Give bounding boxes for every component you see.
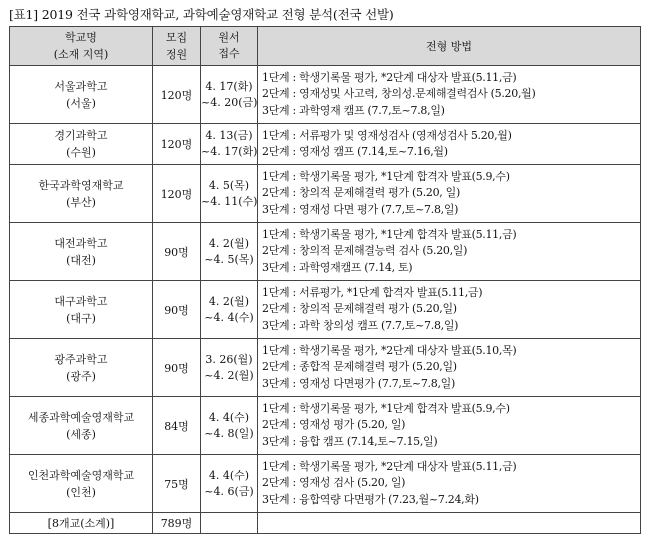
period-cell: [201, 124, 258, 165]
quota-cell: 120명: [153, 165, 201, 223]
header-school-line2: (소재 지역): [53, 48, 109, 61]
admission-table: [9, 26, 641, 534]
school-region: (세종): [66, 427, 96, 441]
quota-cell: 120명: [153, 124, 201, 165]
period-start: 4. 2(월): [208, 236, 250, 250]
school-cell: [10, 339, 153, 397]
period-end: ~4. 17(화): [201, 145, 258, 158]
header-school: [10, 27, 153, 66]
table-caption: [표1] 2019 전국 과학영재학교, 과학예술영재학교 전형 분석(전국 선발): [9, 7, 394, 22]
header-school-line1: 학교명: [65, 31, 97, 44]
method-cell: [258, 281, 641, 339]
header-quota-line1: 모집: [165, 31, 188, 44]
table-row: [10, 66, 641, 124]
school-name: 광주과학고: [54, 352, 108, 366]
period-end: ~4. 11(수): [201, 194, 258, 208]
step-3: 3단계 : 영재성 다면 평가 (7.7,토~7.8,일): [262, 202, 459, 216]
step-1: 1단계 : 학생기록물 평가, *1단계 합격자 발표(5.9,수): [262, 169, 510, 183]
period-cell: [201, 455, 258, 513]
quota-cell: 75명: [153, 455, 201, 513]
step-2: 2단계 : 창의적 문제해결력 평가 (5.20, 일): [262, 186, 460, 200]
step-2: 2단계 : 영재성및 사고력, 창의성.문제해결력검사 (5.20,월): [262, 87, 536, 101]
period-cell: [201, 66, 258, 124]
table-row: [10, 339, 641, 397]
table-row: [10, 223, 641, 281]
step-2: 2단계 : 영재성 검사 (5.20, 일): [262, 476, 406, 490]
header-quota-line2: 정원: [165, 48, 188, 61]
school-cell: [10, 397, 153, 455]
method-cell: [258, 66, 641, 124]
step-2: 2단계 : 종합적 문제해결력 평가 (5.20,일): [262, 360, 457, 374]
school-name: 세종과학예술영재학교: [27, 410, 135, 424]
method-cell: [258, 397, 641, 455]
period-end: ~4. 4(수): [204, 310, 254, 324]
table-row: [10, 455, 641, 513]
period-cell: [201, 339, 258, 397]
school-cell: [10, 455, 153, 513]
total-label: [8개교(소계)]: [10, 513, 153, 534]
period-cell: [201, 165, 258, 223]
school-region: (부산): [66, 195, 96, 209]
period-end: ~4. 20(금): [201, 95, 258, 109]
quota-cell: 90명: [153, 339, 201, 397]
total-row: [10, 513, 641, 534]
step-1: 1단계 : 학생기록물 평가, *2단계 대상자 발표(5.11,금): [262, 70, 517, 84]
period-end: ~4. 2(월): [204, 368, 254, 382]
school-name: 서울과학고: [54, 79, 108, 93]
school-name: 한국과학영재학교: [38, 178, 124, 192]
total-method-empty: [258, 513, 641, 534]
quota-cell: 90명: [153, 223, 201, 281]
table-row: [10, 165, 641, 223]
step-1: 1단계 : 학생기록물 평가, *2단계 대상자 발표(5.11,금): [262, 459, 517, 473]
header-method: 전형 방법: [258, 27, 641, 66]
table-row: [10, 281, 641, 339]
header-period: [201, 27, 258, 66]
header-period-line2: 접수: [218, 47, 240, 60]
quota-cell: 84명: [153, 397, 201, 455]
step-1: 1단계 : 서류평가, *1단계 합격자 발표(5.11,금): [262, 285, 483, 299]
header-period-line1: 원서: [218, 31, 240, 44]
period-start: 4. 4(수): [208, 410, 250, 424]
step-3: 3단계 : 과학 창의성 캠프 (7.7,토~7.8,일): [262, 318, 459, 332]
school-cell: [10, 165, 153, 223]
period-start: 4. 2(월): [208, 294, 250, 308]
school-region: (광주): [66, 369, 96, 383]
school-name: 대구과학고: [54, 294, 108, 308]
school-cell: [10, 124, 153, 165]
period-start: 3. 26(월): [205, 352, 253, 366]
step-3: 3단계 : 과학영재캠프 (7.14, 토): [262, 260, 413, 274]
quota-cell: 120명: [153, 66, 201, 124]
total-period-empty: [201, 513, 258, 534]
period-start: 4. 13(금): [205, 129, 253, 142]
school-region: (수원): [66, 146, 96, 159]
table-header-row: [10, 27, 641, 66]
school-name: 경기과학고: [54, 129, 108, 142]
school-name: 인천과학예술영재학교: [27, 468, 135, 482]
method-cell: [258, 124, 641, 165]
method-cell: [258, 165, 641, 223]
step-3: 3단계 : 영재성 다면평가 (7.7,토~7.8,일): [262, 376, 455, 390]
header-quota: [153, 27, 201, 66]
step-2: 2단계 : 영재성 평가 (5.20, 일): [262, 418, 406, 432]
step-1: 1단계 : 학생기록물 평가, *1단계 합격자 발표(5.11,금): [262, 227, 517, 241]
school-cell: [10, 281, 153, 339]
period-cell: [201, 397, 258, 455]
period-end: ~4. 6(금): [204, 484, 254, 498]
period-start: 4. 4(수): [208, 468, 250, 482]
period-start: 4. 5(목): [208, 178, 250, 192]
method-cell: [258, 339, 641, 397]
step-1: 1단계 : 서류평가 및 영재성검사 (영재성검사 5.20,월): [262, 128, 512, 142]
period-cell: [201, 223, 258, 281]
school-cell: [10, 66, 153, 124]
table-row: [10, 124, 641, 165]
step-2: 2단계 : 창의적 문제해결능력 검사 (5.20,일): [262, 244, 468, 258]
step-1: 1단계 : 학생기록물 평가, *2단계 대상자 발표(5.10,목): [262, 343, 517, 357]
method-cell: [258, 223, 641, 281]
method-cell: [258, 455, 641, 513]
step-3: 3단계 : 융합역량 다면평가 (7.23,월~7.24,화): [262, 492, 479, 506]
table-row: [10, 397, 641, 455]
school-cell: [10, 223, 153, 281]
step-1: 1단계 : 학생기록물 평가, *1단계 합격자 발표(5.9,수): [262, 401, 510, 415]
school-region: (대구): [66, 311, 96, 325]
period-start: 4. 17(화): [205, 79, 253, 93]
step-2: 2단계 : 창의적 문제해결력 평가 (5.20,일): [262, 302, 457, 316]
school-region: (대전): [66, 253, 96, 267]
step-2: 2단계 : 영재성 캠프 (7.14,토~7.16,월): [262, 145, 448, 158]
period-end: ~4. 5(목): [204, 252, 254, 266]
period-cell: [201, 281, 258, 339]
period-end: ~4. 8(일): [204, 426, 254, 440]
school-region: (인천): [66, 485, 96, 499]
quota-cell: 90명: [153, 281, 201, 339]
total-quota: 789명: [153, 513, 201, 534]
school-name: 대전과학고: [54, 236, 108, 250]
step-3: 3단계 : 융합 캠프 (7.14,토~7.15,일): [262, 434, 438, 448]
school-region: (서울): [66, 96, 96, 110]
step-3: 3단계 : 과학영재 캠프 (7.7,토~7.8,일): [262, 103, 445, 117]
